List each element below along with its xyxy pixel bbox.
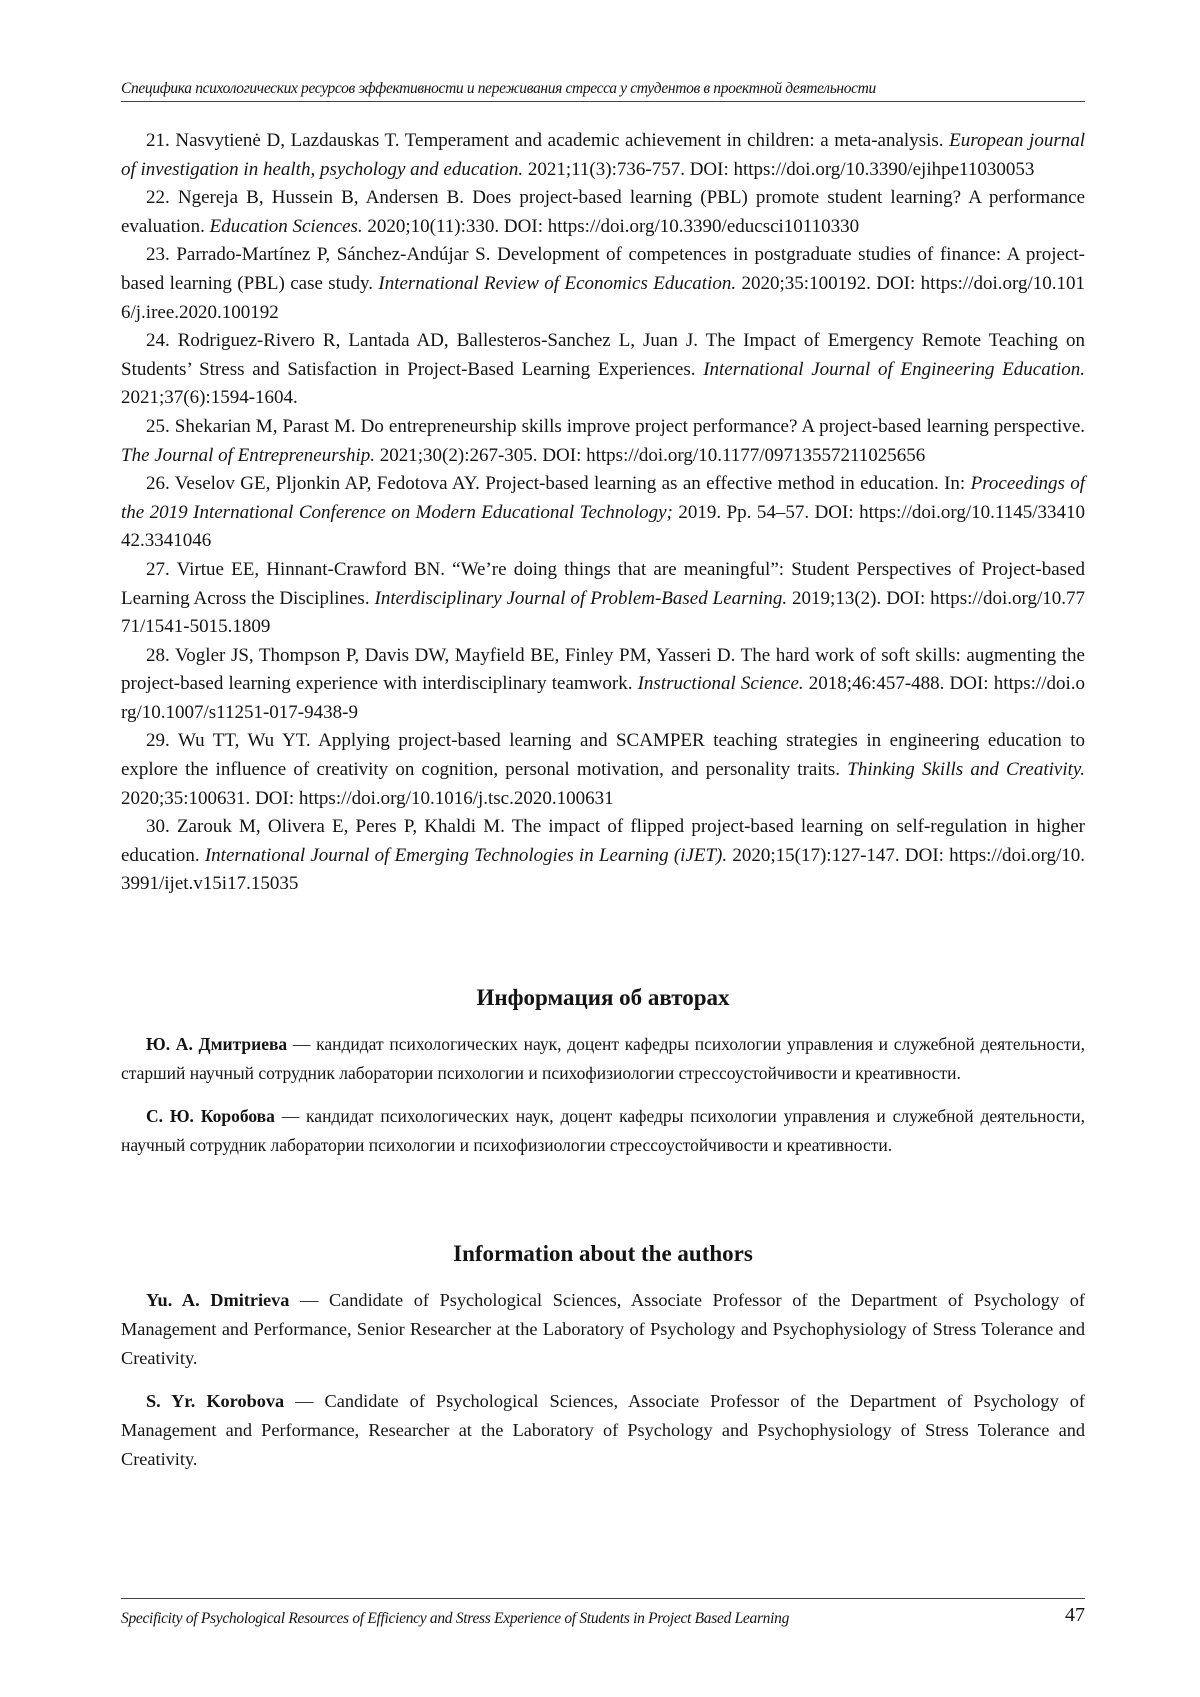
reference-doi[interactable]: DOI: https://doi.org/10.1007/s11251-017-9438-9 bbox=[121, 673, 1086, 723]
reference-title: “We’re doing things that are meaningful”: Student Perspectives of Project-based Learning Across the Disciplines. bbox=[121, 558, 1085, 609]
reference-title: Project-based learning as an effective method in education. In: bbox=[485, 473, 966, 495]
reference-details: 2020;15(17):127-147. bbox=[732, 844, 900, 866]
author-name: Ю. А. Дмитриева bbox=[146, 1034, 288, 1054]
reference-doi[interactable]: DOI: https://doi.org/10.3991/ijet.v15i17.15035 bbox=[121, 844, 1086, 895]
reference-journal: The Journal of Entrepreneurship. bbox=[121, 444, 376, 466]
reference-authors: Parrado-Martínez P, Sánchez-Andújar S. bbox=[176, 244, 491, 266]
reference-journal: Interdisciplinary Journal of Problem-Based Learning. bbox=[374, 587, 788, 609]
reference-authors: Virtue EE, Hinnant-Crawford BN. bbox=[176, 558, 445, 580]
reference-title: The impact of flipped project-based learning on self-regulation in higher education. bbox=[121, 816, 1085, 866]
reference-details: 2019. Pp. 54–57. bbox=[678, 501, 810, 523]
reference-number: 26. bbox=[146, 473, 170, 495]
reference-doi[interactable]: DOI: https://doi.org/10.1145/3341042.3341046 bbox=[121, 501, 1085, 552]
reference-authors: Vogler JS, Thompson P, Davis DW, Mayfield BE, Finley PM, Yasseri D. bbox=[175, 644, 736, 666]
reference-doi[interactable]: DOI: https://doi.org/10.1016/j.tsc.2020.100631 bbox=[255, 787, 614, 809]
author-name: С. Ю. Коробова bbox=[146, 1106, 275, 1126]
reference-authors: Wu TT, Wu YT. bbox=[177, 730, 311, 752]
reference-details: 2018;46:457-488. bbox=[808, 673, 945, 695]
authors-en-heading: Information about the authors bbox=[453, 1241, 753, 1266]
reference-authors: Veselov GE, Pljonkin AP, Fedotova AY. bbox=[174, 473, 480, 495]
reference-number: 28. bbox=[146, 644, 170, 666]
reference-authors: Zarouk M, Olivera E, Peres P, Khaldi M. bbox=[176, 816, 505, 838]
author-description: — Candidate of Psychological Sciences, Associate Professor of the Department of Psychology of Management and Performance, Senior Researcher at the Laboratory of Psychology and Psychophysiology of Stress Tolerance and Creativity. bbox=[121, 1290, 1085, 1368]
reference-journal: International Review of Economics Education. bbox=[378, 272, 737, 294]
reference-number: 23. bbox=[146, 244, 170, 266]
reference-title: Temperament and academic achievement in children: a meta-analysis. bbox=[404, 130, 944, 151]
reference-number: 21. bbox=[146, 130, 170, 151]
author-description: — кандидат психологических наук, доцент кафедры психологии управления и служебной деятельности, старший научный сотрудник лаборатории психологии и психофизиологии стрессоустойчивости и креативности. bbox=[121, 1034, 1086, 1083]
authors-ru-section bbox=[121, 1030, 1085, 1174]
reference-doi[interactable]: DOI: https://doi.org/10.3390/ejihpe11030053 bbox=[689, 158, 1035, 180]
author-bio bbox=[121, 1030, 1085, 1088]
reference-journal: Proceedings of the 2019 International Conference on Modern Educational Technology; bbox=[121, 473, 1086, 523]
reference-journal: International Journal of Engineering Education. bbox=[703, 358, 1086, 380]
reference-number: 22. bbox=[146, 187, 170, 209]
reference-authors: Rodriguez-Rivero R, Lantada AD, Ballesteros-Sanchez L, Juan J. bbox=[177, 330, 698, 352]
reference-item bbox=[121, 127, 1085, 184]
reference-authors: Shekarian M, Parast M. bbox=[174, 415, 356, 437]
reference-item bbox=[121, 556, 1085, 642]
author-name: S. Yr. Korobova bbox=[146, 1391, 285, 1411]
reference-doi[interactable]: DOI: https://doi.org/10.7771/1541-5015.1809 bbox=[121, 587, 1086, 638]
reference-details: 2020;35:100192. bbox=[741, 272, 871, 294]
reference-details: 2020;35:100631. bbox=[121, 787, 251, 809]
reference-doi[interactable]: DOI: https://doi.org/10.1016/j.iree.2020.100192 bbox=[121, 272, 1086, 323]
reference-item bbox=[121, 184, 1085, 241]
reference-item bbox=[121, 470, 1085, 556]
reference-doi[interactable]: DOI: https://doi.org/10.3390/educsci10110330 bbox=[503, 215, 860, 237]
reference-number: 24. bbox=[146, 330, 170, 352]
reference-details: 2020;10(11):330. bbox=[367, 215, 500, 237]
reference-details: 2021;30(2):267-305. bbox=[379, 444, 538, 466]
reference-details: 2021;37(6):1594-1604. bbox=[121, 387, 298, 409]
reference-authors: Nasvytienė D, Lazdauskas T. bbox=[175, 130, 400, 151]
reference-journal: Thinking Skills and Creativity. bbox=[847, 759, 1086, 781]
reference-journal: European journal of investigation in health, psychology and education. bbox=[121, 130, 1085, 180]
reference-title: Does project-based learning (PBL) promote student learning? A performance evaluation. bbox=[121, 187, 1086, 237]
author-bio bbox=[121, 1102, 1085, 1160]
running-head: Специфика психологических ресурсов эффективности и переживания стресса у студентов в проектной деятельности bbox=[121, 80, 1085, 102]
reference-authors: Ngereja B, Hussein B, Andersen B. bbox=[177, 187, 465, 209]
author-bio bbox=[121, 1387, 1085, 1474]
reference-number: 29. bbox=[146, 730, 170, 752]
reference-item bbox=[121, 327, 1085, 413]
reference-number: 25. bbox=[146, 415, 170, 437]
reference-item bbox=[121, 813, 1085, 899]
reference-title: The Impact of Emergency Remote Teaching on Students’ Stress and Satisfaction in Project-Based Learning Experiences. bbox=[121, 330, 1085, 380]
reference-title: Development of competences in postgraduate studies of finance: A project-based learning (PBL) case study. bbox=[121, 244, 1086, 294]
reference-journal: Education Sciences. bbox=[209, 215, 363, 237]
authors-en-section bbox=[121, 1286, 1085, 1488]
reference-item bbox=[121, 241, 1085, 327]
reference-details: 2021;11(3):736-757. bbox=[527, 158, 685, 180]
author-name: Yu. A. Dmitrieva bbox=[146, 1290, 290, 1310]
reference-item bbox=[121, 413, 1085, 470]
author-bio bbox=[121, 1286, 1085, 1373]
page-number: 47 bbox=[1065, 1604, 1085, 1626]
reference-journal: International Journal of Emerging Technologies in Learning (iJET). bbox=[204, 844, 728, 866]
reference-title: Applying project-based learning and SCAMPER teaching strategies in engineering education to explore the influence of creativity on cognition, personal motivation, and personality traits. bbox=[121, 730, 1085, 781]
reference-journal: Instructional Science. bbox=[637, 673, 804, 695]
author-description: — кандидат психологических наук, доцент кафедры психологии управления и служебной деятельности, научный сотрудник лаборатории психологии и психофизиологии стрессоустойчивости и креативности. bbox=[121, 1106, 1086, 1155]
reference-number: 27. bbox=[146, 558, 170, 580]
reference-title: Do entrepreneurship skills improve project performance? A project-based learning perspective. bbox=[360, 415, 1086, 437]
footer-title: Specificity of Psychological Resources of Efficiency and Stress Experience of Students in Project Based Learning bbox=[121, 1610, 790, 1627]
reference-details: 2019;13(2). bbox=[792, 587, 882, 609]
author-description: — Candidate of Psychological Sciences, Associate Professor of the Department of Psychology of Management and Performance, Researcher at the Laboratory of Psychology and Psychophysiology of Stress Tolerance and Creativity. bbox=[121, 1391, 1086, 1469]
reference-item bbox=[121, 727, 1085, 813]
authors-ru-heading: Информация об авторах bbox=[476, 985, 730, 1010]
reference-title: The hard work of soft skills: augmenting the project-based learning experience with interdisciplinary teamwork. bbox=[121, 644, 1085, 695]
reference-number: 30. bbox=[146, 816, 170, 838]
reference-doi[interactable]: DOI: https://doi.org/10.1177/09713557211025656 bbox=[542, 444, 926, 466]
reference-item bbox=[121, 642, 1085, 728]
footer-divider bbox=[121, 1598, 1085, 1599]
reference-list bbox=[121, 127, 1085, 899]
